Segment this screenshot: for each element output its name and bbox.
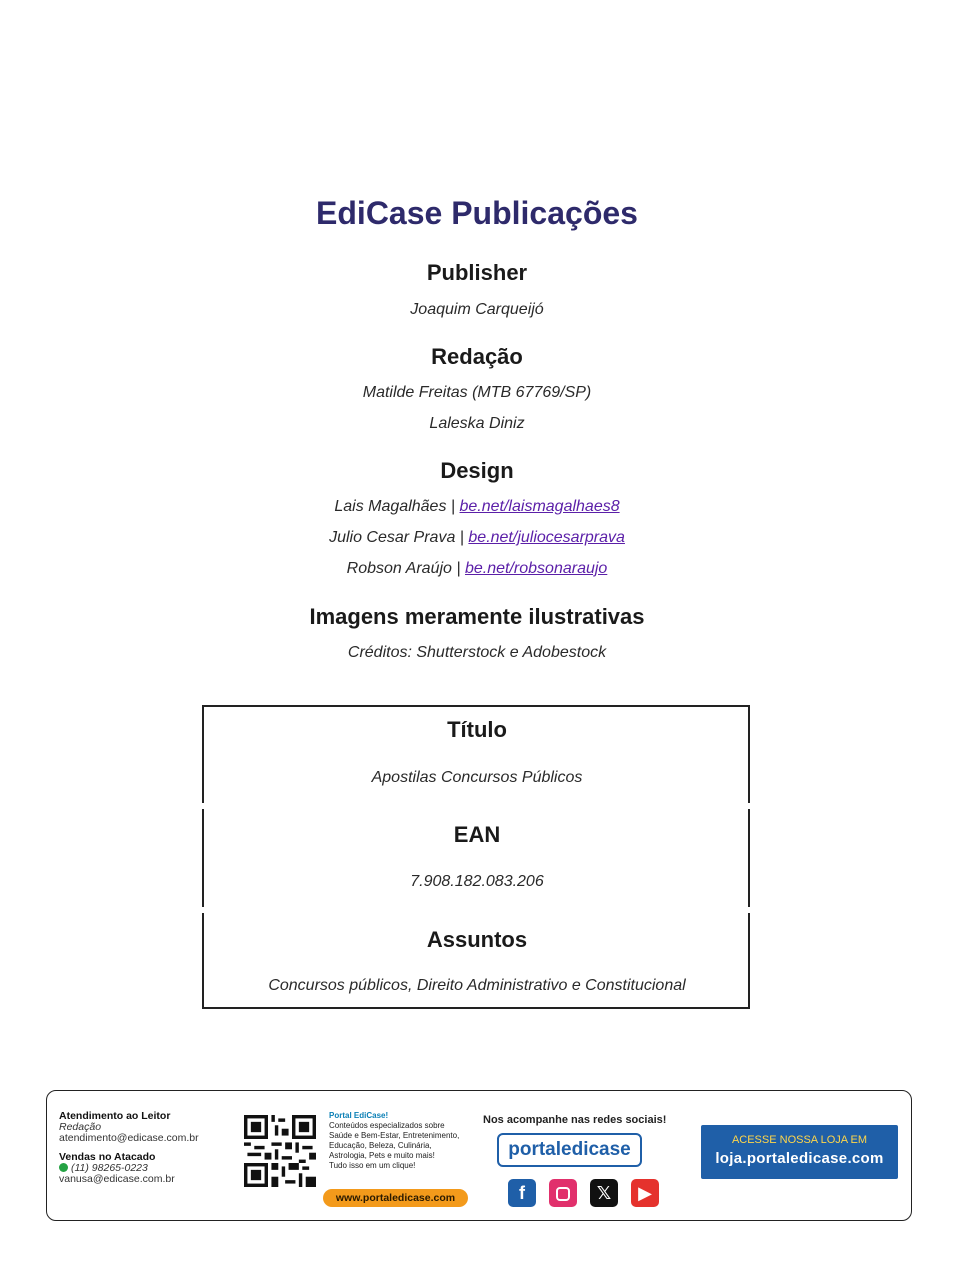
redacao-heading: Redação	[431, 344, 523, 369]
titulo-value: Apostilas Concursos Públicos	[371, 769, 583, 786]
images-heading: Imagens meramente ilustrativas	[309, 604, 645, 629]
x-icon[interactable]: 𝕏	[590, 1179, 618, 1207]
design-person	[0, 529, 954, 547]
info-box	[202, 705, 750, 1009]
ean-label: EAN	[453, 822, 501, 847]
assuntos-label: Assuntos	[426, 927, 528, 952]
design-heading: Design	[440, 458, 514, 483]
social-title: Nos acompanhe nas redes sociais!	[483, 1114, 667, 1126]
portal-title: Portal EdiCase!	[329, 1111, 389, 1120]
designer-link[interactable]: be.net/robsonaraujo	[464, 560, 608, 577]
qr-code-icon[interactable]	[244, 1115, 316, 1187]
publisher-name: Joaquim Carqueijó	[410, 301, 544, 318]
social-handle[interactable]: portaledicase	[497, 1133, 642, 1167]
portal-text-line: Conteúdos especializados sobre	[329, 1121, 445, 1130]
redacao-name: Laleska Diniz	[429, 415, 525, 432]
atendimento-email[interactable]: atendimento@edicase.com.br	[59, 1132, 199, 1144]
redacao-name: Matilde Freitas (MTB 67769/SP)	[362, 384, 592, 401]
store-button[interactable]	[701, 1125, 898, 1179]
designer-name: Lais Magalhães |	[334, 498, 456, 515]
store-line1: ACESSE NOSSA LOJA EM	[731, 1134, 868, 1146]
instagram-icon[interactable]	[549, 1179, 577, 1207]
portal-block	[329, 1111, 489, 1171]
publisher-heading: Publisher	[426, 260, 528, 285]
portal-text-line: Educação, Beleza, Culinária,	[329, 1141, 432, 1150]
design-person	[0, 498, 954, 516]
images-credits: Créditos: Shutterstock e Adobestock	[347, 644, 607, 661]
company-title: EdiCase Publicações	[316, 195, 638, 231]
vendas-phone: (11) 98265-0223	[71, 1162, 148, 1174]
portal-url-button[interactable]: www.portaledicase.com	[323, 1189, 468, 1207]
vendas-title: Vendas no Atacado	[59, 1151, 156, 1163]
facebook-icon[interactable]: f	[508, 1179, 536, 1207]
atendimento-sub: Redação	[59, 1121, 102, 1133]
titulo-label: Título	[447, 717, 507, 742]
footer-box	[46, 1090, 912, 1221]
designer-link[interactable]: be.net/laismagalhaes8	[459, 498, 620, 515]
vendas-email[interactable]: vanusa@edicase.com.br	[59, 1173, 175, 1185]
ean-value: 7.908.182.083.206	[410, 873, 544, 890]
store-url: loja.portaledicase.com	[715, 1150, 884, 1167]
contact-block	[59, 1111, 199, 1185]
youtube-icon[interactable]: ▶	[631, 1179, 659, 1207]
designer-name: Julio Cesar Prava |	[329, 529, 464, 546]
designer-name: Robson Araújo |	[346, 560, 461, 577]
whatsapp-icon	[59, 1163, 68, 1172]
design-person	[0, 560, 954, 578]
portal-text-line: Tudo isso em um clique!	[329, 1161, 416, 1170]
portal-text-line: Astrologia, Pets e muito mais!	[329, 1151, 435, 1160]
atendimento-title: Atendimento ao Leitor	[59, 1110, 171, 1122]
assuntos-value: Concursos públicos, Direito Administrativo e Constitucional	[268, 977, 686, 994]
designer-link[interactable]: be.net/juliocesarprava	[468, 529, 625, 546]
portal-text-line: Saúde e Bem-Estar, Entretenimento,	[329, 1131, 460, 1140]
